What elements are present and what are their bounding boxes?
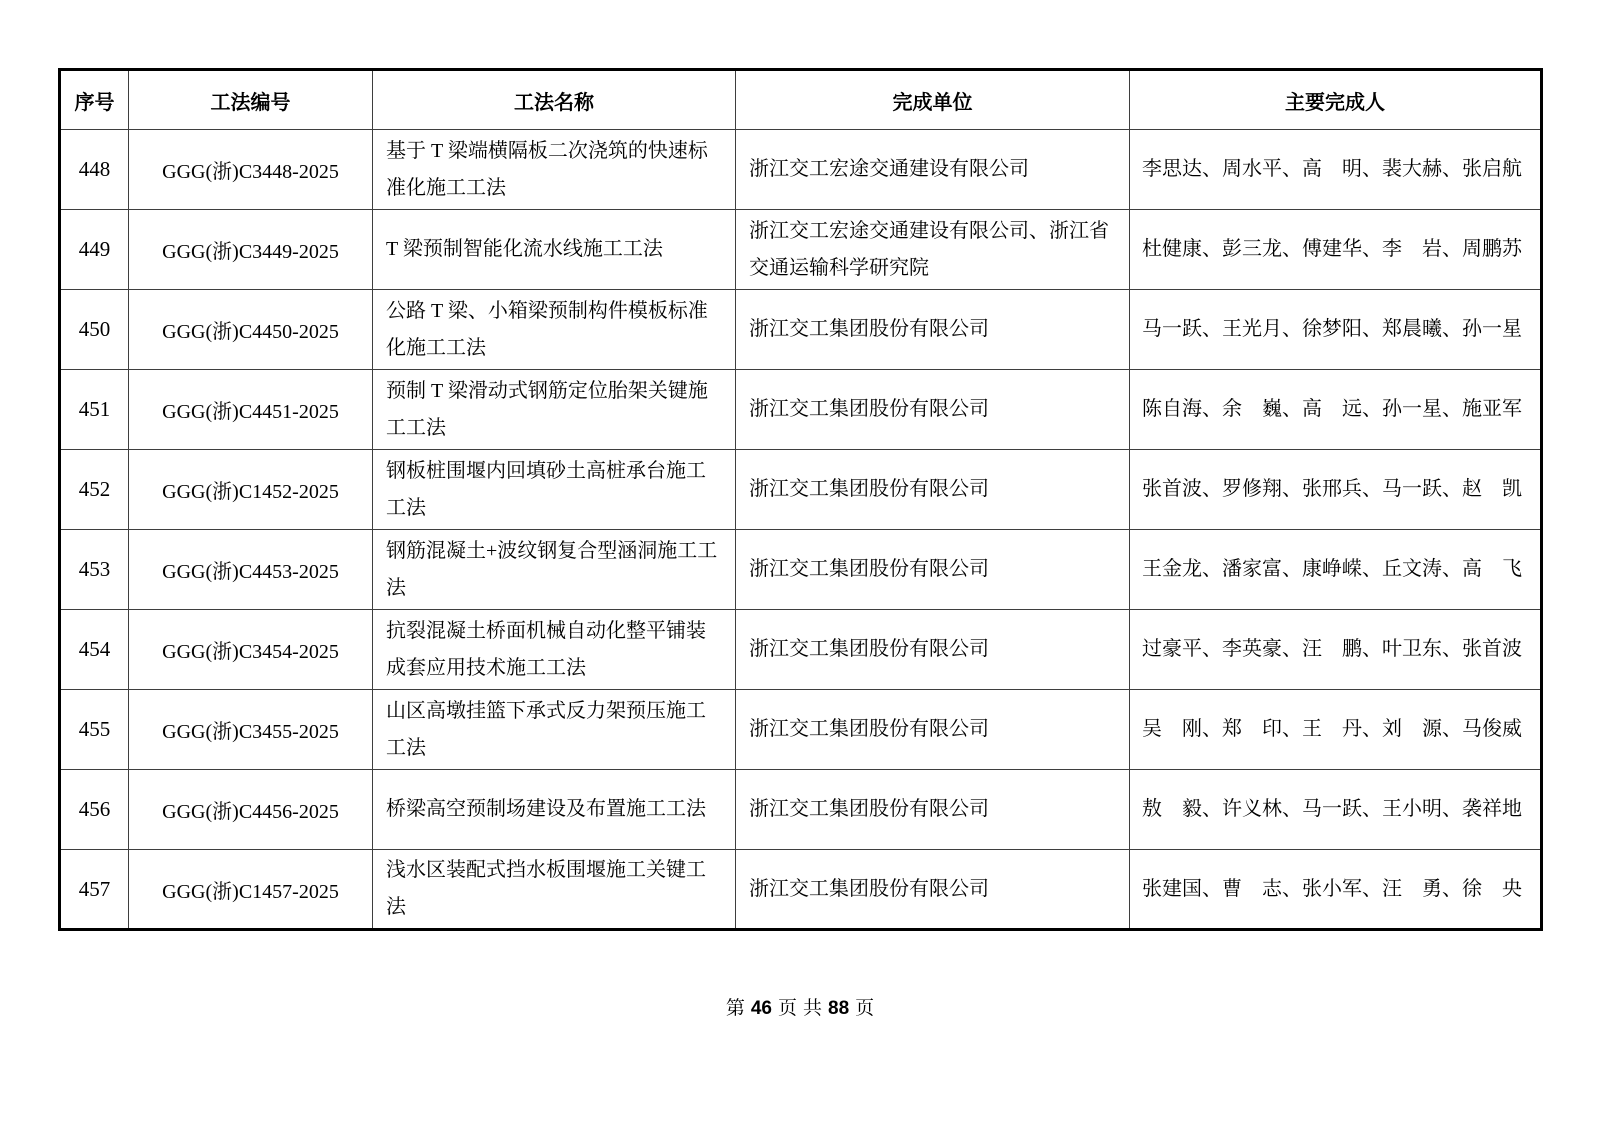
method-name-cell: 钢板桩围堰内回填砂土高桩承台施工工法 [373, 450, 736, 530]
method-code-cell: GGG(浙)C1452-2025 [129, 450, 373, 530]
row-number-cell: 456 [60, 770, 129, 850]
method-name-cell: 钢筋混凝土+波纹钢复合型涵洞施工工法 [373, 530, 736, 610]
table-row [60, 610, 1542, 690]
method-name-cell: 抗裂混凝土桥面机械自动化整平铺装成套应用技术施工工法 [373, 610, 736, 690]
footer-label-gong: 共 [803, 998, 823, 1019]
method-name-cell: 桥梁高空预制场建设及布置施工工法 [373, 770, 736, 850]
footer-current-page-number: 46 [750, 998, 772, 1019]
people-cell: 张首波、罗修翔、张邢兵、马一跃、赵 凯 [1130, 450, 1542, 530]
table-row [60, 130, 1542, 210]
footer-label-ye: 页 [777, 998, 797, 1019]
table-row [60, 690, 1542, 770]
method-name-cell: 预制 T 梁滑动式钢筋定位胎架关键施工工法 [373, 370, 736, 450]
method-code-cell: GGG(浙)C3454-2025 [129, 610, 373, 690]
method-name-cell: 山区高墩挂篮下承式反力架预压施工工法 [373, 690, 736, 770]
people-cell: 陈自海、余 巍、高 远、孙一星、施亚军 [1130, 370, 1542, 450]
footer-label-di: 第 [725, 998, 745, 1019]
unit-cell: 浙江交工集团股份有限公司 [736, 450, 1130, 530]
row-number-cell: 450 [60, 290, 129, 370]
header-cell-serial-number: 序号 [60, 70, 129, 130]
method-code-cell: GGG(浙)C3455-2025 [129, 690, 373, 770]
method-code-cell: GGG(浙)C4450-2025 [129, 290, 373, 370]
people-cell: 吴 刚、郑 印、王 丹、刘 源、马俊威 [1130, 690, 1542, 770]
unit-cell: 浙江交工集团股份有限公司 [736, 610, 1130, 690]
methods-table [58, 68, 1543, 931]
people-cell: 敖 毅、许义林、马一跃、王小明、袭祥地 [1130, 770, 1542, 850]
row-number-cell: 455 [60, 690, 129, 770]
people-cell: 李思达、周水平、高 明、裴大赫、张启航 [1130, 130, 1542, 210]
row-number-cell: 454 [60, 610, 129, 690]
page-footer [0, 994, 1600, 1024]
row-number-cell: 448 [60, 130, 129, 210]
footer-label-ye2: 页 [855, 998, 875, 1019]
people-cell: 王金龙、潘家富、康峥嵘、丘文涛、高 飞 [1130, 530, 1542, 610]
table-row [60, 290, 1542, 370]
method-name-cell: 基于 T 梁端横隔板二次浇筑的快速标准化施工工法 [373, 130, 736, 210]
people-cell: 过豪平、李英豪、汪 鹏、叶卫东、张首波 [1130, 610, 1542, 690]
footer-total-page-number: 88 [828, 998, 850, 1019]
row-number-cell: 453 [60, 530, 129, 610]
people-cell: 马一跃、王光月、徐梦阳、郑晨曦、孙一星 [1130, 290, 1542, 370]
method-code-cell: GGG(浙)C3449-2025 [129, 210, 373, 290]
unit-cell: 浙江交工集团股份有限公司 [736, 690, 1130, 770]
people-cell: 张建国、曹 志、张小军、汪 勇、徐 央 [1130, 850, 1542, 930]
header-cell-completing-unit: 完成单位 [736, 70, 1130, 130]
unit-cell: 浙江交工集团股份有限公司 [736, 530, 1130, 610]
unit-cell: 浙江交工宏途交通建设有限公司、浙江省交通运输科学研究院 [736, 210, 1130, 290]
row-number-cell: 451 [60, 370, 129, 450]
method-code-cell: GGG(浙)C4451-2025 [129, 370, 373, 450]
unit-cell: 浙江交工宏途交通建设有限公司 [736, 130, 1130, 210]
method-code-cell: GGG(浙)C3448-2025 [129, 130, 373, 210]
table-row [60, 770, 1542, 850]
method-code-cell: GGG(浙)C4453-2025 [129, 530, 373, 610]
header-cell-method-code: 工法编号 [129, 70, 373, 130]
table-row [60, 450, 1542, 530]
header-cell-method-name: 工法名称 [373, 70, 736, 130]
method-name-cell: 公路 T 梁、小箱梁预制构件模板标准化施工工法 [373, 290, 736, 370]
unit-cell: 浙江交工集团股份有限公司 [736, 770, 1130, 850]
header-cell-main-contributors: 主要完成人 [1130, 70, 1542, 130]
row-number-cell: 452 [60, 450, 129, 530]
table-row [60, 210, 1542, 290]
unit-cell: 浙江交工集团股份有限公司 [736, 850, 1130, 930]
table-row [60, 530, 1542, 610]
row-number-cell: 457 [60, 850, 129, 930]
unit-cell: 浙江交工集团股份有限公司 [736, 370, 1130, 450]
method-code-cell: GGG(浙)C1457-2025 [129, 850, 373, 930]
table-header-row [60, 70, 1542, 130]
people-cell: 杜健康、彭三龙、傅建华、李 岩、周鹏苏 [1130, 210, 1542, 290]
method-name-cell: T 梁预制智能化流水线施工工法 [373, 210, 736, 290]
method-name-cell: 浅水区装配式挡水板围堰施工关键工法 [373, 850, 736, 930]
table-row [60, 850, 1542, 930]
unit-cell: 浙江交工集团股份有限公司 [736, 290, 1130, 370]
row-number-cell: 449 [60, 210, 129, 290]
table-row [60, 370, 1542, 450]
method-code-cell: GGG(浙)C4456-2025 [129, 770, 373, 850]
